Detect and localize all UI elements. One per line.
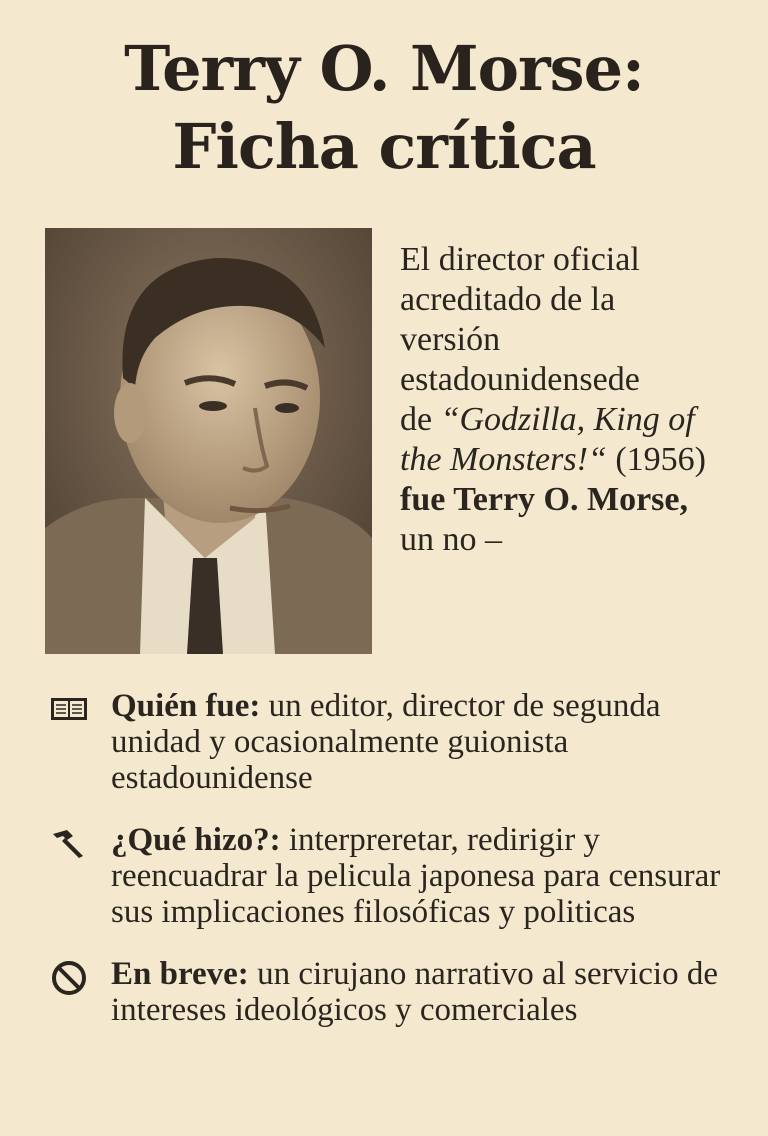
fact-who (45, 688, 745, 796)
fact-summary (45, 956, 745, 1028)
fact-who-label: Quién fue: (111, 688, 261, 724)
intro-line-3: versión (400, 321, 501, 358)
fact-what (45, 822, 745, 930)
page-title (0, 30, 768, 186)
movie-year: (1956) (606, 441, 706, 478)
intro-line-1: El director oficial (400, 241, 640, 278)
intro-line-8: un no – (400, 521, 502, 558)
portrait-illustration (45, 228, 372, 654)
fact-what-label: ¿Qué hizo?: (111, 822, 281, 858)
movie-title-part-1: “Godzilla, King of (440, 401, 695, 438)
title-line-1: Terry O. Morse: (124, 32, 644, 105)
intro-line-2: acreditado de la (400, 281, 616, 318)
fact-who-text: un editor, director de segunda unidad y ocasionalmente guionista estadounidense (111, 688, 661, 796)
fact-what-text: interpreretar, redirigir y reencuadrar la pelicula japonesa para censurar sus implicaciones filosóficas y politicas (111, 822, 721, 930)
movie-title-part-2: the Monsters!“ (400, 441, 607, 478)
intro-line-4: estadounidensede (400, 361, 640, 398)
director-name-line: fue Terry O. Morse, (400, 481, 688, 518)
intro-line-5-prefix: de (400, 401, 441, 438)
fact-summary-label: En breve: (111, 956, 249, 992)
hammer-icon (49, 826, 89, 858)
intro-paragraph (400, 240, 750, 560)
portrait-photo (45, 228, 372, 654)
facts-list (45, 688, 745, 1054)
fact-summary-text: un cirujano narrativo al servicio de intereses ideológicos y comerciales (111, 956, 718, 1028)
title-line-2: Ficha crítica (172, 110, 596, 183)
prohibited-icon (49, 960, 89, 992)
book-icon (49, 692, 89, 724)
